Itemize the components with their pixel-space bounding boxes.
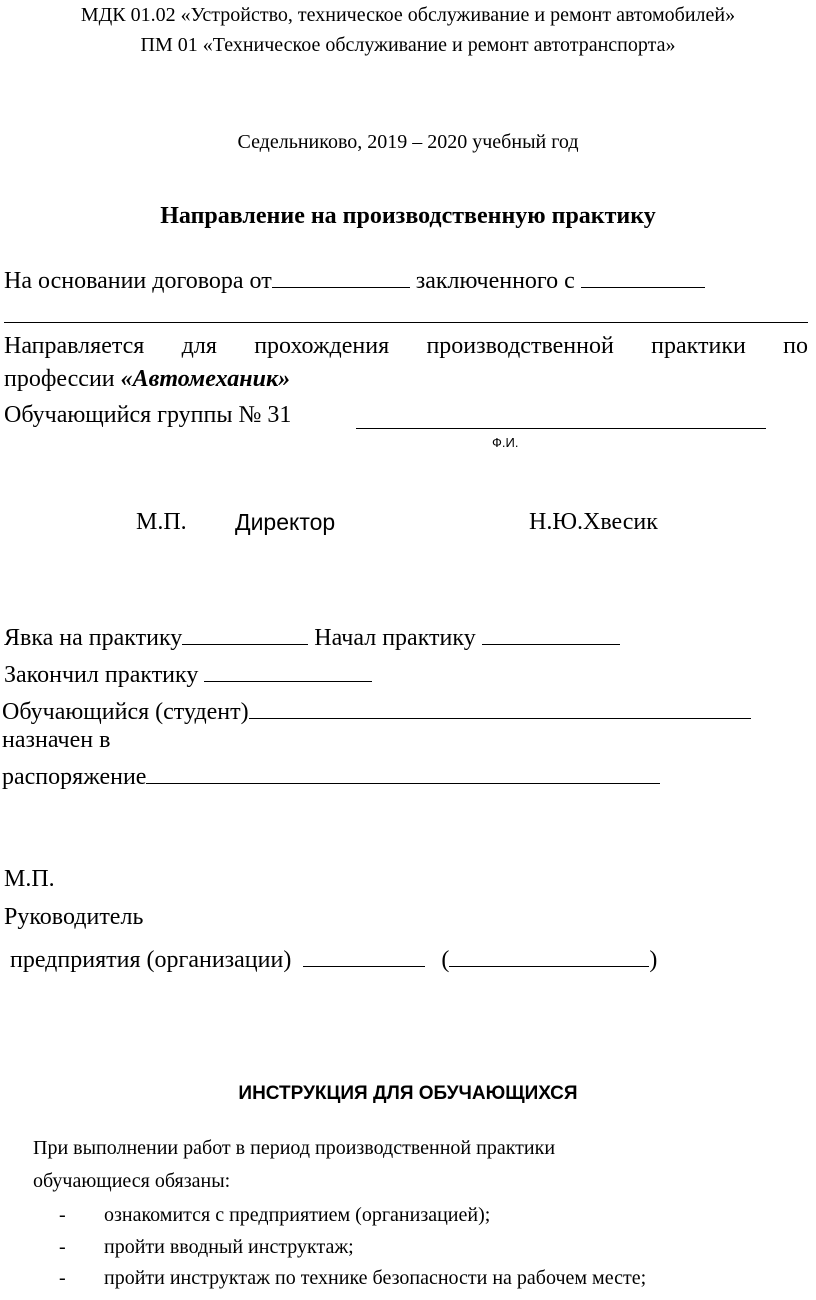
- finished-label: Закончил практику: [4, 662, 199, 688]
- supervisor-label-2: предприятия (организации): [10, 947, 292, 973]
- bullet-1: -: [59, 1204, 66, 1226]
- contract-prefix: На основании договора от: [4, 268, 272, 294]
- assigned-field[interactable]: [146, 759, 660, 784]
- started-field[interactable]: [482, 620, 620, 645]
- instruction-item-1: ознакомится с предприятием (организацией);: [104, 1204, 491, 1226]
- arrival-field[interactable]: [182, 620, 308, 645]
- instruction-item-3: пройти инструктаж по технике безопасности на рабочем месте;: [104, 1267, 647, 1289]
- assigned-label-2: распоряжение: [2, 764, 147, 790]
- student-line: [2, 694, 751, 727]
- direction-line: Направляется для прохождения производственной практики по: [4, 333, 808, 359]
- profession-prefix: профессии: [4, 366, 115, 392]
- contract-party-field[interactable]: [581, 263, 705, 288]
- director-role: Директор: [235, 509, 336, 535]
- module-title: ПМ 01 «Техническое обслуживание и ремонт автотранспорта»: [140, 34, 676, 56]
- supervisor-name-field[interactable]: [449, 942, 649, 967]
- supervisor-label-1: Руководитель: [4, 904, 144, 930]
- arrival-line: [4, 620, 620, 653]
- profession-line: [4, 366, 290, 394]
- instructions-intro-2: обучающиеся обязаны:: [33, 1170, 231, 1192]
- stamp-label: М.П.: [136, 509, 187, 535]
- course-title: МДК 01.02 «Устройство, техническое обслуживание и ремонт автомобилей»: [80, 4, 736, 26]
- instructions-heading: ИНСТРУКЦИЯ ДЛЯ ОБУЧАЮЩИХСЯ: [238, 1083, 578, 1104]
- bullet-3: -: [59, 1267, 66, 1289]
- finished-line: [4, 657, 372, 690]
- bullet-2: -: [59, 1236, 66, 1258]
- student-group-line: [4, 402, 291, 430]
- supervisor-stamp: М.П.: [4, 866, 55, 892]
- instructions-intro-1: При выполнении работ в период производственной практики: [33, 1137, 556, 1159]
- supervisor-line: [10, 942, 657, 975]
- finished-field[interactable]: [204, 657, 372, 682]
- contract-date-field[interactable]: [272, 263, 410, 288]
- contract-middle: заключенного с: [415, 268, 575, 294]
- place-and-year: Седельниково, 2019 – 2020 учебный год: [237, 131, 579, 153]
- assigned-label-1: назначен в: [2, 727, 111, 753]
- document-title: Направление на производственную практику: [160, 203, 656, 229]
- paren-close: ): [649, 947, 658, 973]
- supervisor-signature-field[interactable]: [303, 942, 425, 967]
- paren-open: (: [441, 947, 450, 973]
- started-label: Начал практику: [314, 625, 476, 651]
- student-group-label: Обучающийся группы № 31: [4, 402, 292, 428]
- arrival-label: Явка на практику: [4, 625, 183, 651]
- director-name: Н.Ю.Хвесик: [529, 509, 658, 535]
- student-label: Обучающийся (студент): [2, 699, 249, 725]
- contract-party-line[interactable]: [4, 322, 808, 323]
- student-name-field[interactable]: [356, 428, 766, 429]
- assigned-line: [2, 759, 660, 792]
- instruction-item-2: пройти вводный инструктаж;: [104, 1236, 354, 1258]
- contract-line: [4, 263, 705, 296]
- profession-name: «Автомеханик»: [120, 366, 291, 392]
- name-caption: Ф.И.: [492, 435, 519, 450]
- student-field[interactable]: [249, 694, 751, 719]
